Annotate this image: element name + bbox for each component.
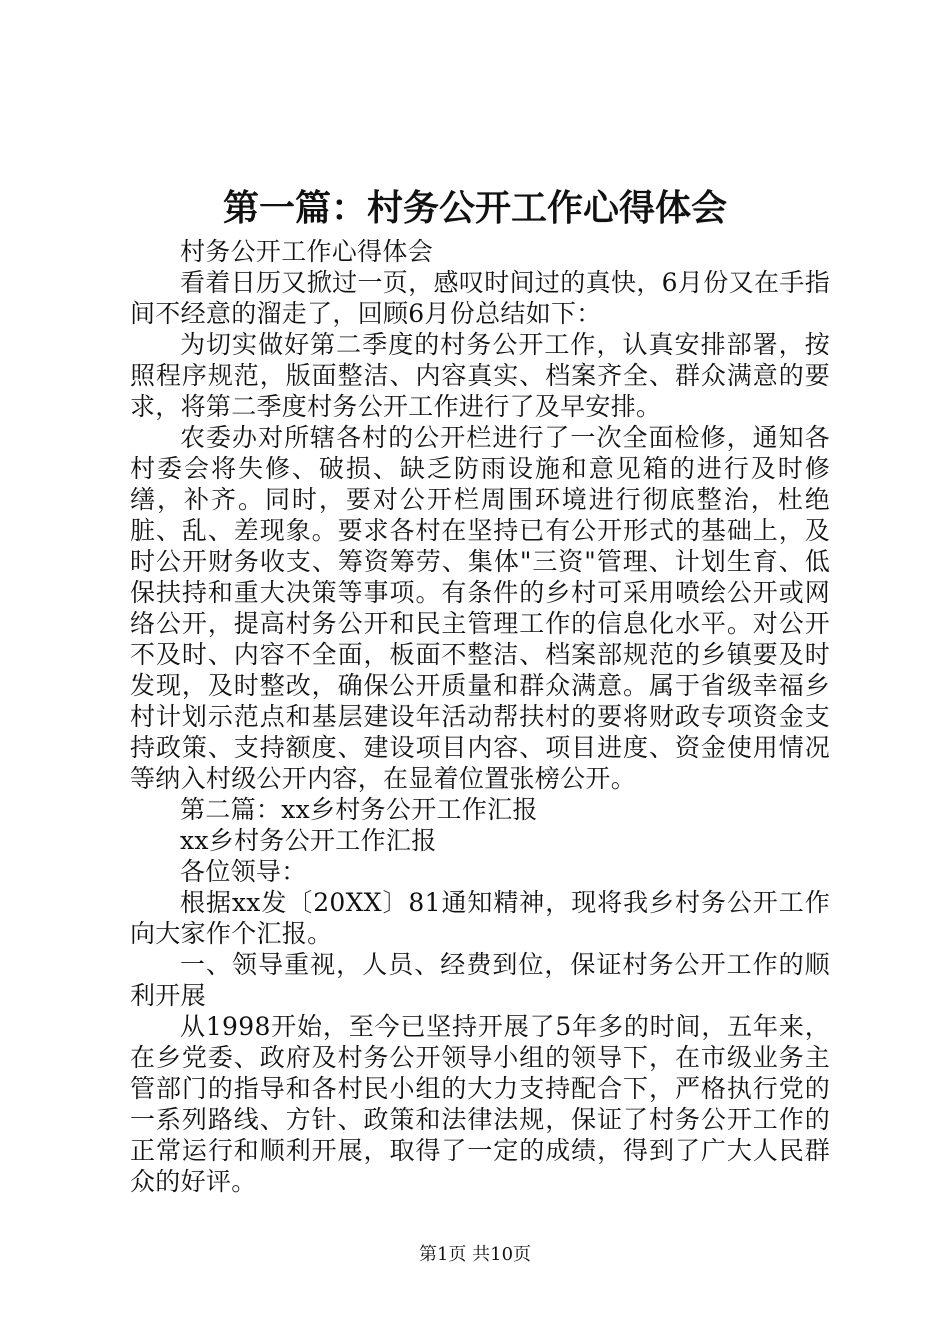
- report-title: xx乡村务公开工作汇报: [180, 826, 437, 855]
- page-number-footer: 第1页 共10页: [418, 1244, 532, 1265]
- paragraph: 为切实做好第二季度的村务公开工作，认真安排部署，按照程序规范，版面整洁、内容真实、档案齐全、群众满意的要求，将第二季度村务公开工作进行了及早安排。: [130, 330, 830, 421]
- paragraph: 从1998开始，至今已坚持开展了5年多的时间，五年来，在乡党委、政府及村务公开领导小组的领导下，在市级业务主管部门的指导和各村民小组的大力支持配合下，严格执行党的一系列路线、方针、政策和法律法规，保证了村务公开工作的正常运行和顺利开展，取得了一定的成绩，得到了广大人民群众的好评。: [130, 1012, 830, 1196]
- document-body: [130, 236, 830, 1197]
- paragraph-subtitle: 村务公开工作心得体会: [180, 237, 434, 266]
- subsection-heading: 一、领导重视，人员、经费到位，保证村务公开工作的顺利开展: [130, 950, 830, 1010]
- section-heading: 第二篇：xx乡村务公开工作汇报: [180, 795, 538, 824]
- paragraph: 看着日历又掀过一页，感叹时间过的真快，6月份又在手指间不经意的溜走了，回顾6月份总结如下：: [130, 268, 830, 328]
- document-title: 第一篇：村务公开工作心得体会: [222, 188, 727, 229]
- paragraph: 根据xx发〔20XX〕81通知精神，现将我乡村务公开工作向大家作个汇报。: [130, 888, 830, 948]
- salutation: 各位领导：: [180, 857, 307, 886]
- paragraph: 农委办对所辖各村的公开栏进行了一次全面检修，通知各村委会将失修、破损、缺乏防雨设施和意见箱的进行及时修缮，补齐。同时，要对公开栏周围环境进行彻底整治，杜绝脏、乱、差现象。要求各村在坚持已有公开形式的基础上，及时公开财务收支、筹资筹劳、集体"三资"管理、计划生育、低保扶持和重大决策等事项。有条件的乡村可采用喷绘公开或网络公开，提高村务公开和民主管理工作的信息化水平。对公开不及时、内容不全面，板面不整洁、档案部规范的乡镇要及时发现，及时整改，确保公开质量和群众满意。属于省级幸福乡村计划示范点和基层建设年活动帮扶村的要将财政专项资金支持政策、支持额度、建设项目内容、项目进度、资金使用情况等纳入村级公开内容，在显着位置张榜公开。: [130, 423, 830, 793]
